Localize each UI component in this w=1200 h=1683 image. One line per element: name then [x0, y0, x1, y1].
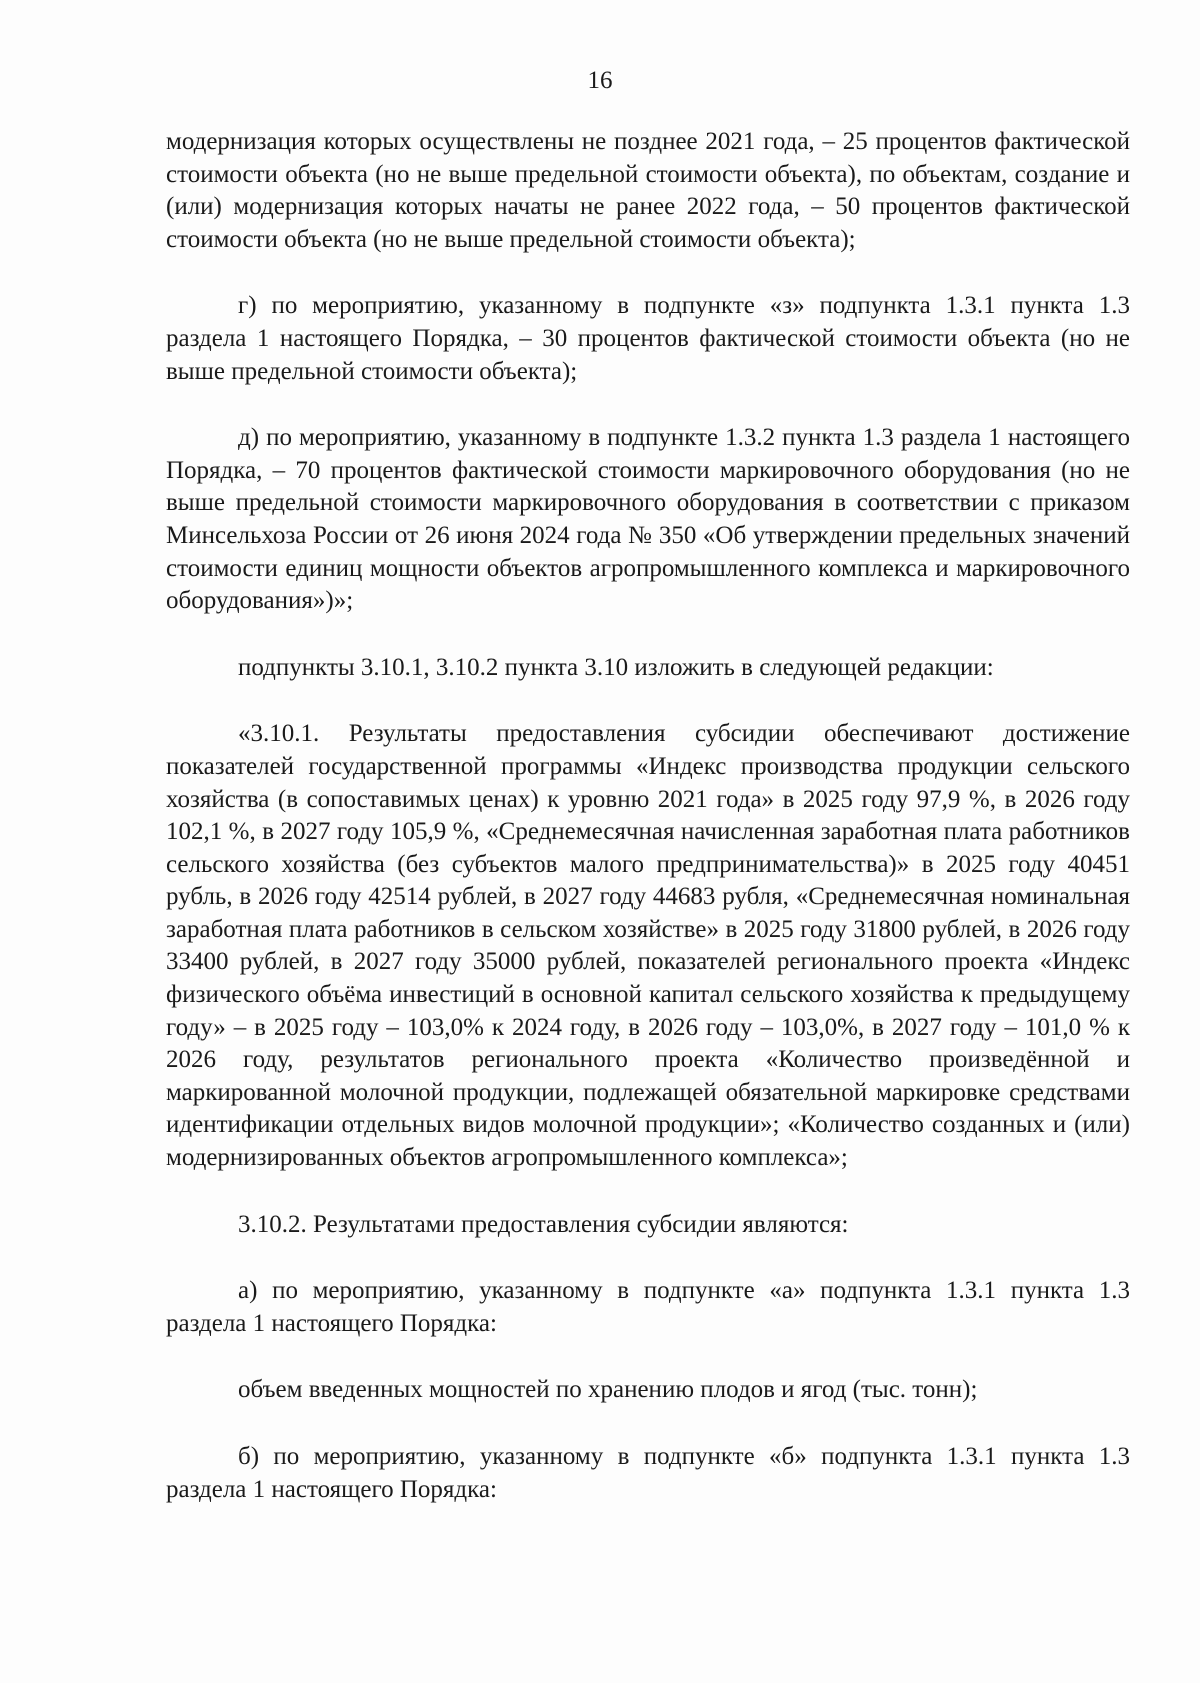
paragraph-capacity-volume: объем введенных мощностей по хранению плодов и ягод (тыс. тонн); — [238, 1376, 978, 1404]
page-number: 16 — [587, 67, 613, 94]
paragraph-continuation: модернизация которых осуществлены не позднее 2021 года, – 25 процентов фактической стоимости объекта (но не выше предельной стоимости объекта), по объектам, создание и (или) модернизация которых начаты не ранее 2022 года, – 50 процентов фактической стоимости объекта (но не выше предельной стоимости объекта); — [166, 128, 1130, 253]
paragraph-item-d: д) по мероприятию, указанному в подпункте 1.3.2 пункта 1.3 раздела 1 настоящего Порядка, – 70 процентов фактической стоимости маркировочного оборудования (но не выше предельной стоимости маркировочного оборудования в соответствии с приказом Минсельхоза России от 26 июня 2024 года № 350 «Об утверждении предельных значений стоимости единиц мощности объектов агропромышленного комплекса и маркировочного оборудования»)»; — [166, 424, 1130, 615]
paragraph-3-10-2: 3.10.2. Результатами предоставления субсидии являются: — [238, 1210, 849, 1238]
paragraph-3-10-1: «3.10.1. Результаты предоставления субсидии обеспечивают достижение показателей государственной программы «Индекс производства продукции сельского хозяйства (в сопоставимых ценах) к уровню 2021 года» в 2025 году 97,9 %, в 2026 году 102,1 %, в 2027 году 105,9 %, «Среднемесячная начисленная заработная плата работников сельского хозяйства (без субъектов малого предпринимательства)» в 2025 году 40451 рубль, в 2026 году 42514 рублей, в 2027 году 44683 рубля, «Среднемесячная номинальная заработная плата работников в сельском хозяйстве» в 2025 году 31800 рублей, в 2026 году 33400 рублей, в 2027 году 35000 рублей, показателей регионального проекта «Индекс физического объёма инвестиций в основной капитал сельского хозяйства к предыдущему году» – в 2025 году – 103,0% к 2024 году, в 2026 году – 103,0%, в 2027 году – 101,0 % к 2026 году, результатов регионального проекта «Количество произведённой и маркированной молочной продукции, подлежащей обязательной маркировке средствами идентификации отдельных видов молочной продукции»; «Количество созданных и (или) модернизированных объектов агропромышленного комплекса»; — [166, 720, 1130, 1172]
paragraph-item-b: б) по мероприятию, указанному в подпункте «б» подпункта 1.3.1 пункта 1.3 раздела 1 настоящего Порядка: — [166, 1443, 1130, 1503]
paragraph-item-g: г) по мероприятию, указанному в подпункте «з» подпункта 1.3.1 пункта 1.3 раздела 1 настоящего Порядка, – 30 процентов фактической стоимости объекта (но не выше предельной стоимости объекта); — [166, 292, 1130, 385]
paragraph-amendment-intro: подпункты 3.10.1, 3.10.2 пункта 3.10 изложить в следующей редакции: — [238, 653, 994, 681]
document-body — [166, 126, 1130, 1540]
paragraph-item-a: а) по мероприятию, указанному в подпункте «а» подпункта 1.3.1 пункта 1.3 раздела 1 настоящего Порядка: — [166, 1277, 1130, 1337]
